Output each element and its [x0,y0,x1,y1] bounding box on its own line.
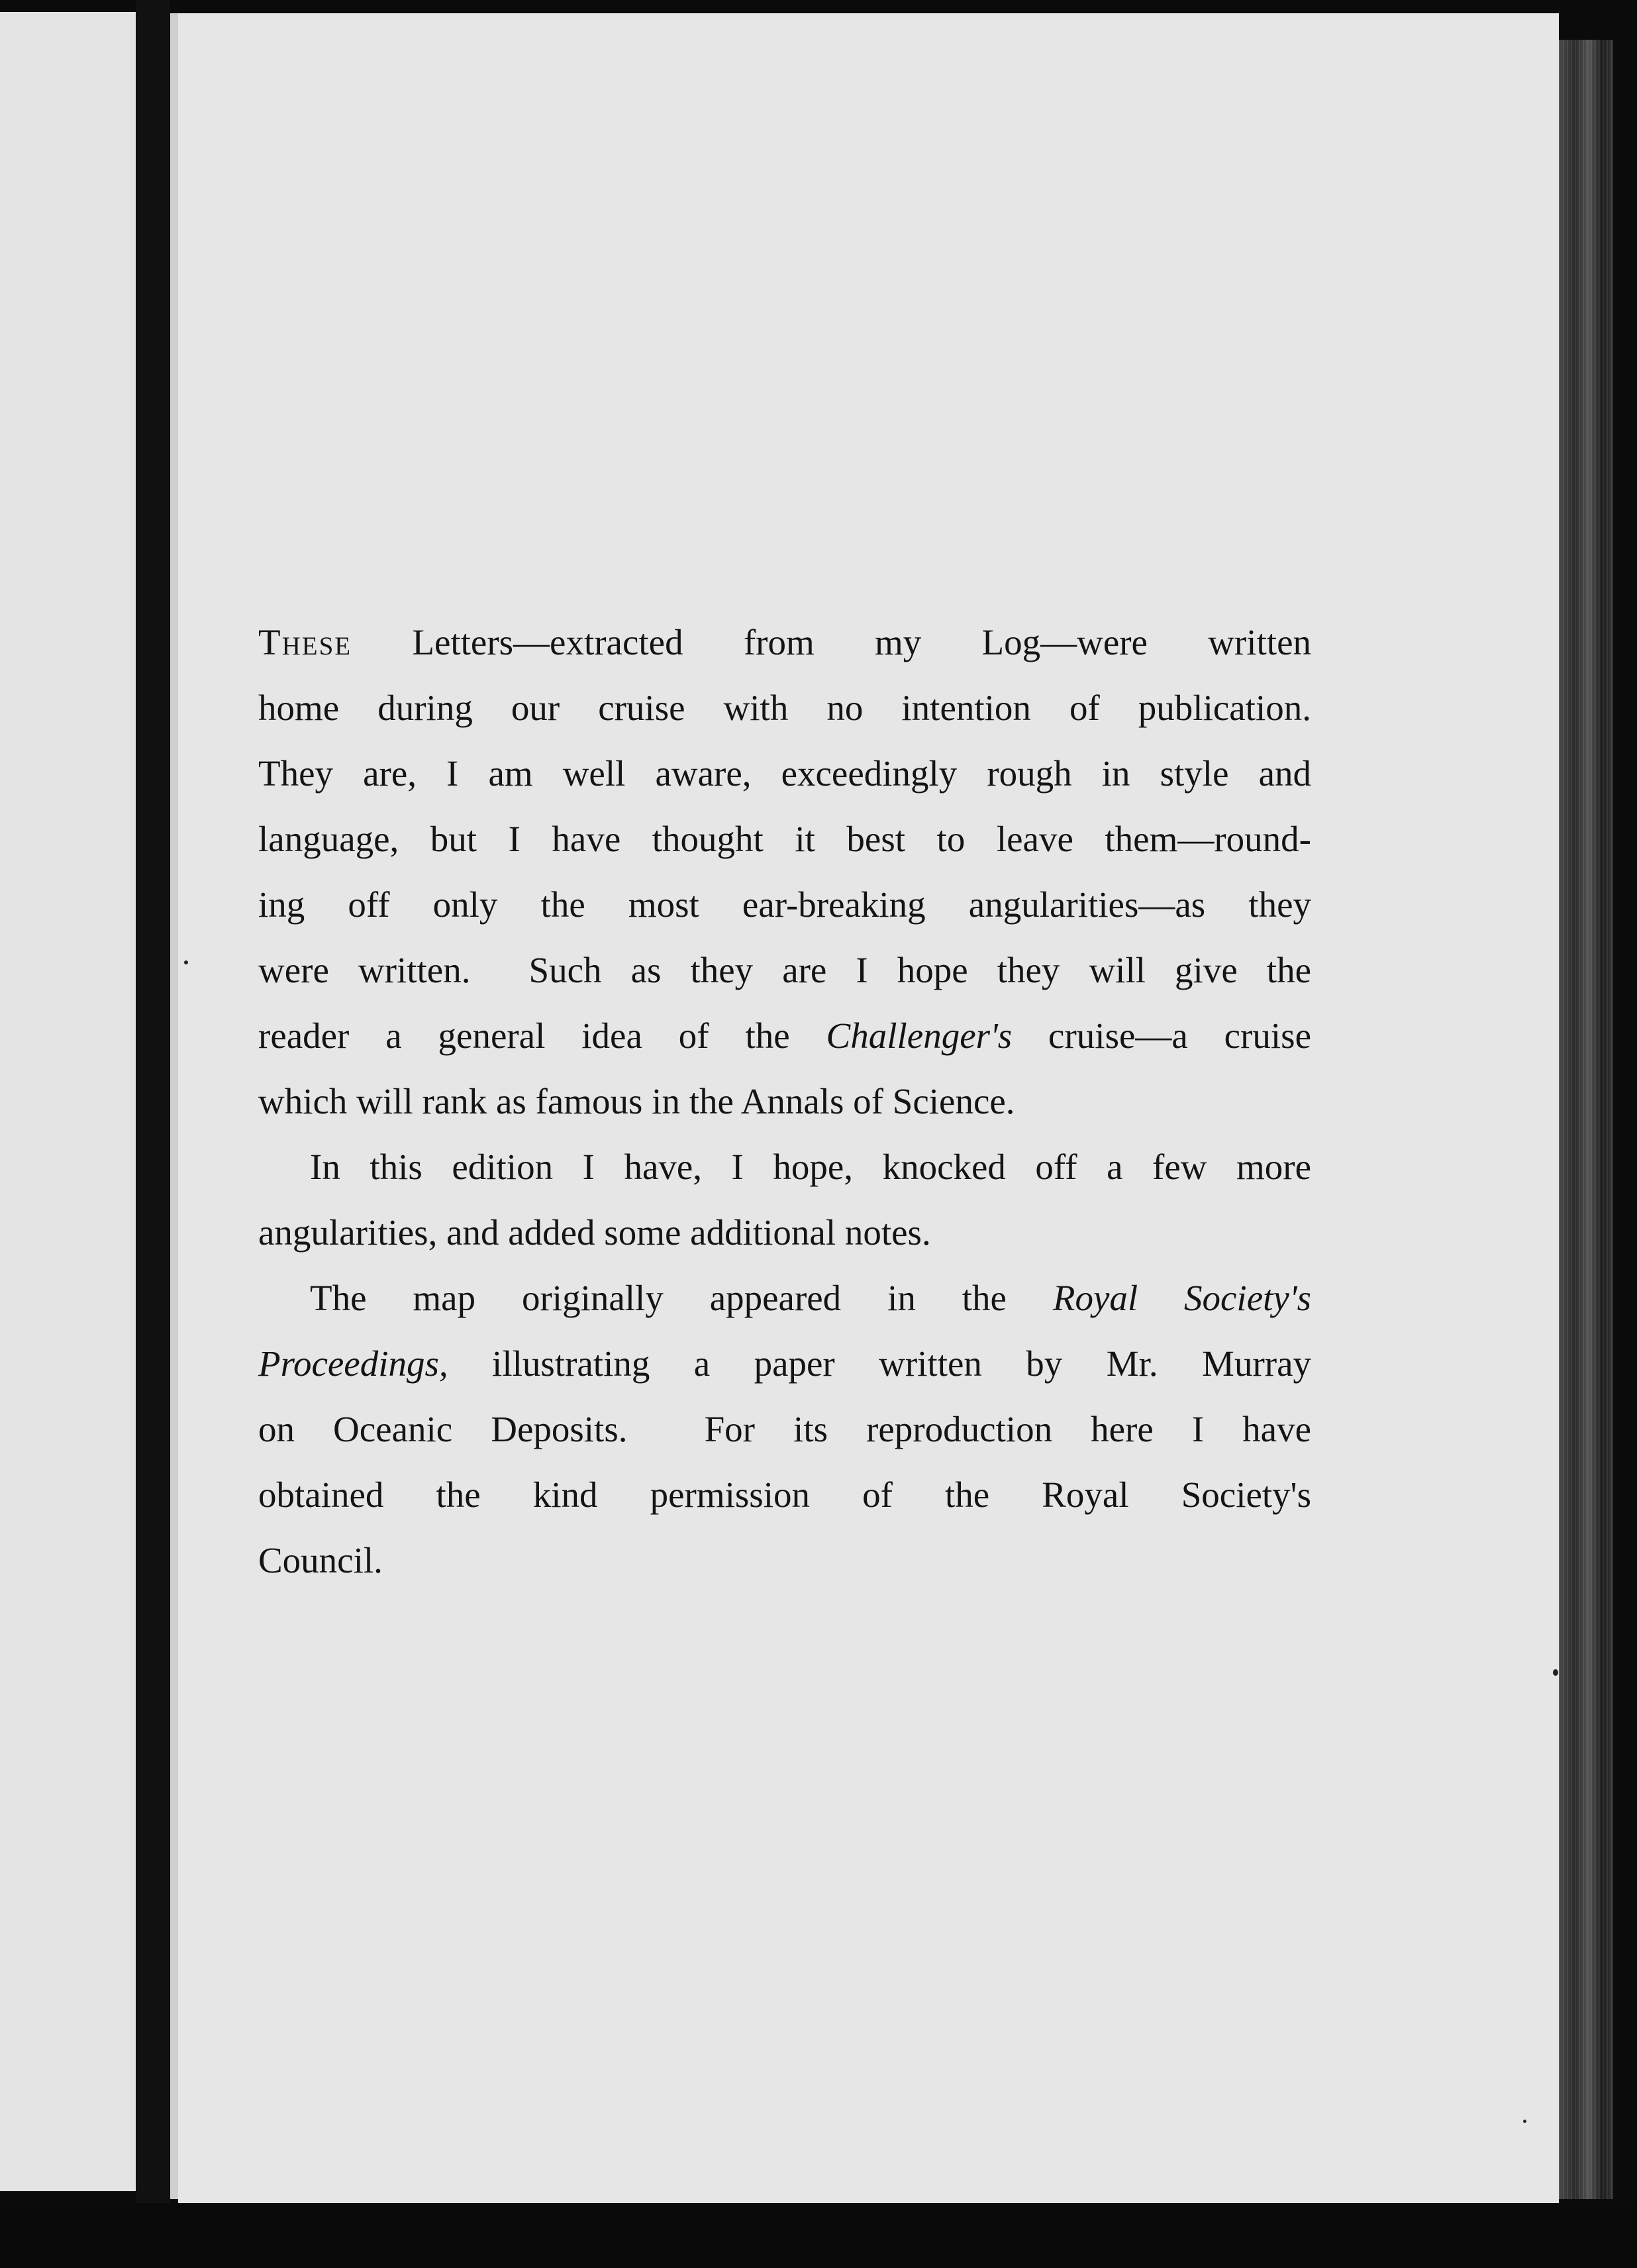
text-line: These Letters—extracted from my Log—were written [258,622,1311,662]
scan-speck [1523,2120,1526,2123]
scan-bottom-strip [0,2203,1637,2268]
text-line: language, but I have thought it best to leave them—round- [258,819,1311,859]
scan-speck [184,960,188,964]
journal-name: Royal Society's [1052,1278,1311,1318]
text-line: They are, I am well aware, exceedingly rough in style and [258,753,1311,794]
text-line: The map originally appeared in the Royal Society's [310,1278,1311,1318]
text-line: were written. Such as they are I hope they will give the [258,950,1311,990]
opening-word: These [258,622,352,662]
scan-speck [1553,1669,1558,1676]
paragraph-1 [258,609,1311,1134]
text-line: ing off only the most ear-breaking angularities—as they [258,884,1311,925]
paragraph-2 [258,1134,1311,1265]
page-block-edge-lines [1559,40,1613,2199]
text-line: which will rank as famous in the Annals of Science. [258,1081,1015,1121]
text-line: home during our cruise with no intention of publication. [258,688,1311,728]
text-line: Proceedings, illustrating a paper written by Mr. Murray [258,1343,1311,1384]
text-line: In this edition I have, I hope, knocked off a few more [310,1147,1311,1187]
preface-text [258,609,1311,1593]
text-line: Council. [258,1540,383,1580]
paragraph-3 [258,1265,1311,1593]
journal-name-cont: Proceedings, [258,1343,448,1384]
binding-gutter [136,0,170,2268]
facing-page-left [0,12,136,2191]
text-line: angularities, and added some additional notes. [258,1212,931,1253]
ship-name: Challenger's [826,1015,1013,1056]
text-line: on Oceanic Deposits. For its reproduction here I have [258,1409,1311,1449]
text-line: reader a general idea of the Challenger's cruise—a cruise [258,1015,1311,1056]
gutter-edge [170,13,178,2199]
text-line: obtained the kind permission of the Royal Society's [258,1474,1311,1515]
